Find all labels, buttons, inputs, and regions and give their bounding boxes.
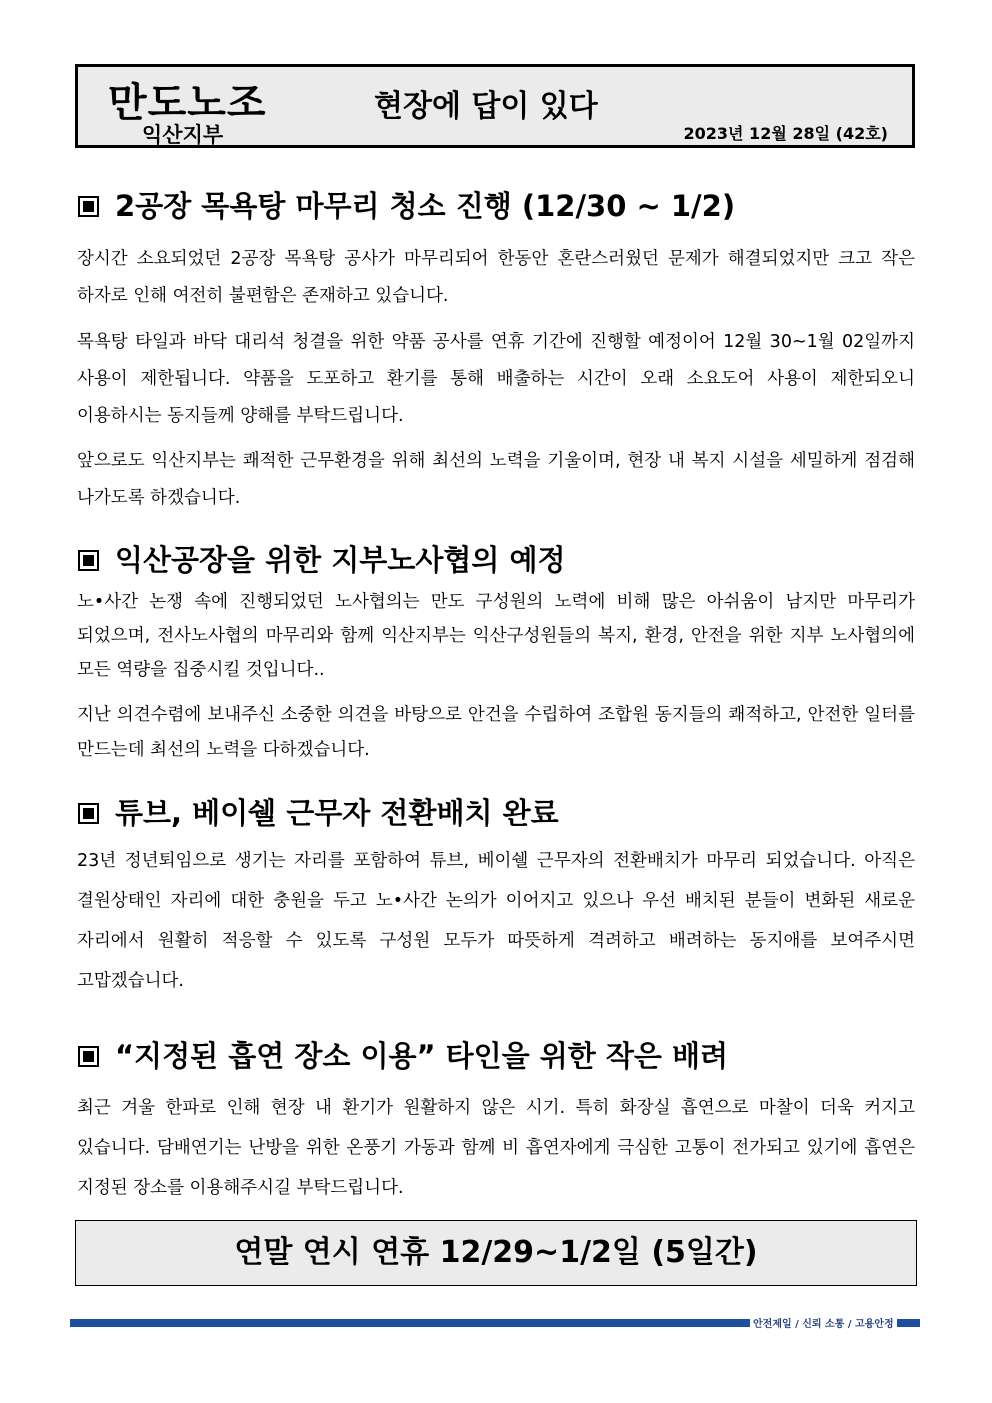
paragraph: 지난 의견수렴에 보내주신 소중한 의견을 바탕으로 안건을 수립하여 조합원 동지들의 쾌적하고, 안전한 일터를 만드는데 최선의 노력을 다하겠습니다. [77, 705, 915, 760]
paragraph: 23년 정년퇴임으로 생기는 자리를 포함하여 튜브, 베이쉘 근무자의 전환배치가 마무리 되었습니다. 아직은 결원상태인 자리에 대한 충원을 두고 노•사간 논의가 이어지고 있으나 우선 배치된 분들이 변화된 새로운 자리에서 원활히 적응할 수 있도록 구성원 모두가 따뜻하게 격려하고 배려하는 동지애를 보여주시면 고맙겠습니다. [77, 851, 915, 991]
section-title: “지정된 흡연 장소 이용” 타인을 위한 작은 배려 [78, 1034, 728, 1075]
section-title: 익산공장을 위한 지부노사협의 예정 [78, 538, 566, 579]
footer-slogan: 안전제일 / 신뢰 소통 / 고용안정 [750, 1315, 897, 1330]
square-bullet-icon [78, 803, 99, 824]
slogan: 현장에 답이 있다 [374, 89, 598, 124]
square-bullet-icon [78, 1046, 99, 1067]
section-title: 2공장 목욕탕 마무리 청소 진행 (12/30 ~ 1/2) [78, 184, 735, 225]
paragraph: 장시간 소요되었던 2공장 목욕탕 공사가 마무리되어 한동안 혼란스러웠던 문제가 해결되었지만 크고 작은 하자로 인해 여전히 불편함은 존재하고 있습니다. [77, 249, 915, 306]
union-name: 만도노조 [108, 80, 267, 126]
newsletter-header [75, 64, 915, 148]
holiday-banner: 연말 연시 연휴 12/29~1/2일 (5일간) [75, 1220, 917, 1286]
paragraph: 최근 겨울 한파로 인해 현장 내 환기가 원활하지 않은 시기. 특히 화장실 흡연으로 마찰이 더욱 커지고 있습니다. 담배연기는 난방을 위한 온풍기 가동과 함께 비 흡연자에게 극심한 고통이 전가되고 있기에 흡연은 지정된 장소를 이용해주시길 부탁드립니다. [77, 1098, 915, 1198]
paragraph: 앞으로도 익산지부는 쾌적한 근무환경을 위해 최선의 노력을 기울이며, 현장 내 복지 시설을 세밀하게 점검해 나가도록 하겠습니다. [77, 451, 915, 508]
paragraph: 노•사간 논쟁 속에 진행되었던 노사협의는 만도 구성원의 노력에 비해 많은 아쉬움이 남지만 마무리가 되었으며, 전사노사협의 마무리와 함께 익산지부는 익산구성원들의 복지, 환경, 안전을 위한 지부 노사협의에 모든 역량을 집중시킬 것입니다.. [77, 592, 915, 680]
issue-date: 2023년 12월 28일 (42호) [683, 124, 888, 143]
square-bullet-icon [78, 196, 99, 217]
branch-name: 익산지부 [142, 123, 224, 147]
paragraph: 목욕탕 타일과 바닥 대리석 청결을 위한 약품 공사를 연휴 기간에 진행할 예정이어 12월 30~1월 02일까지 사용이 제한됩니다. 약품을 도포하고 환기를 통해 배출하는 시간이 오래 소요도어 사용이 제한되오니 이용하시는 동지들께 양해를 부탁드립니다. [77, 332, 915, 426]
square-bullet-icon [78, 550, 99, 571]
section-title: 튜브, 베이쉘 근무자 전환배치 완료 [78, 791, 559, 832]
